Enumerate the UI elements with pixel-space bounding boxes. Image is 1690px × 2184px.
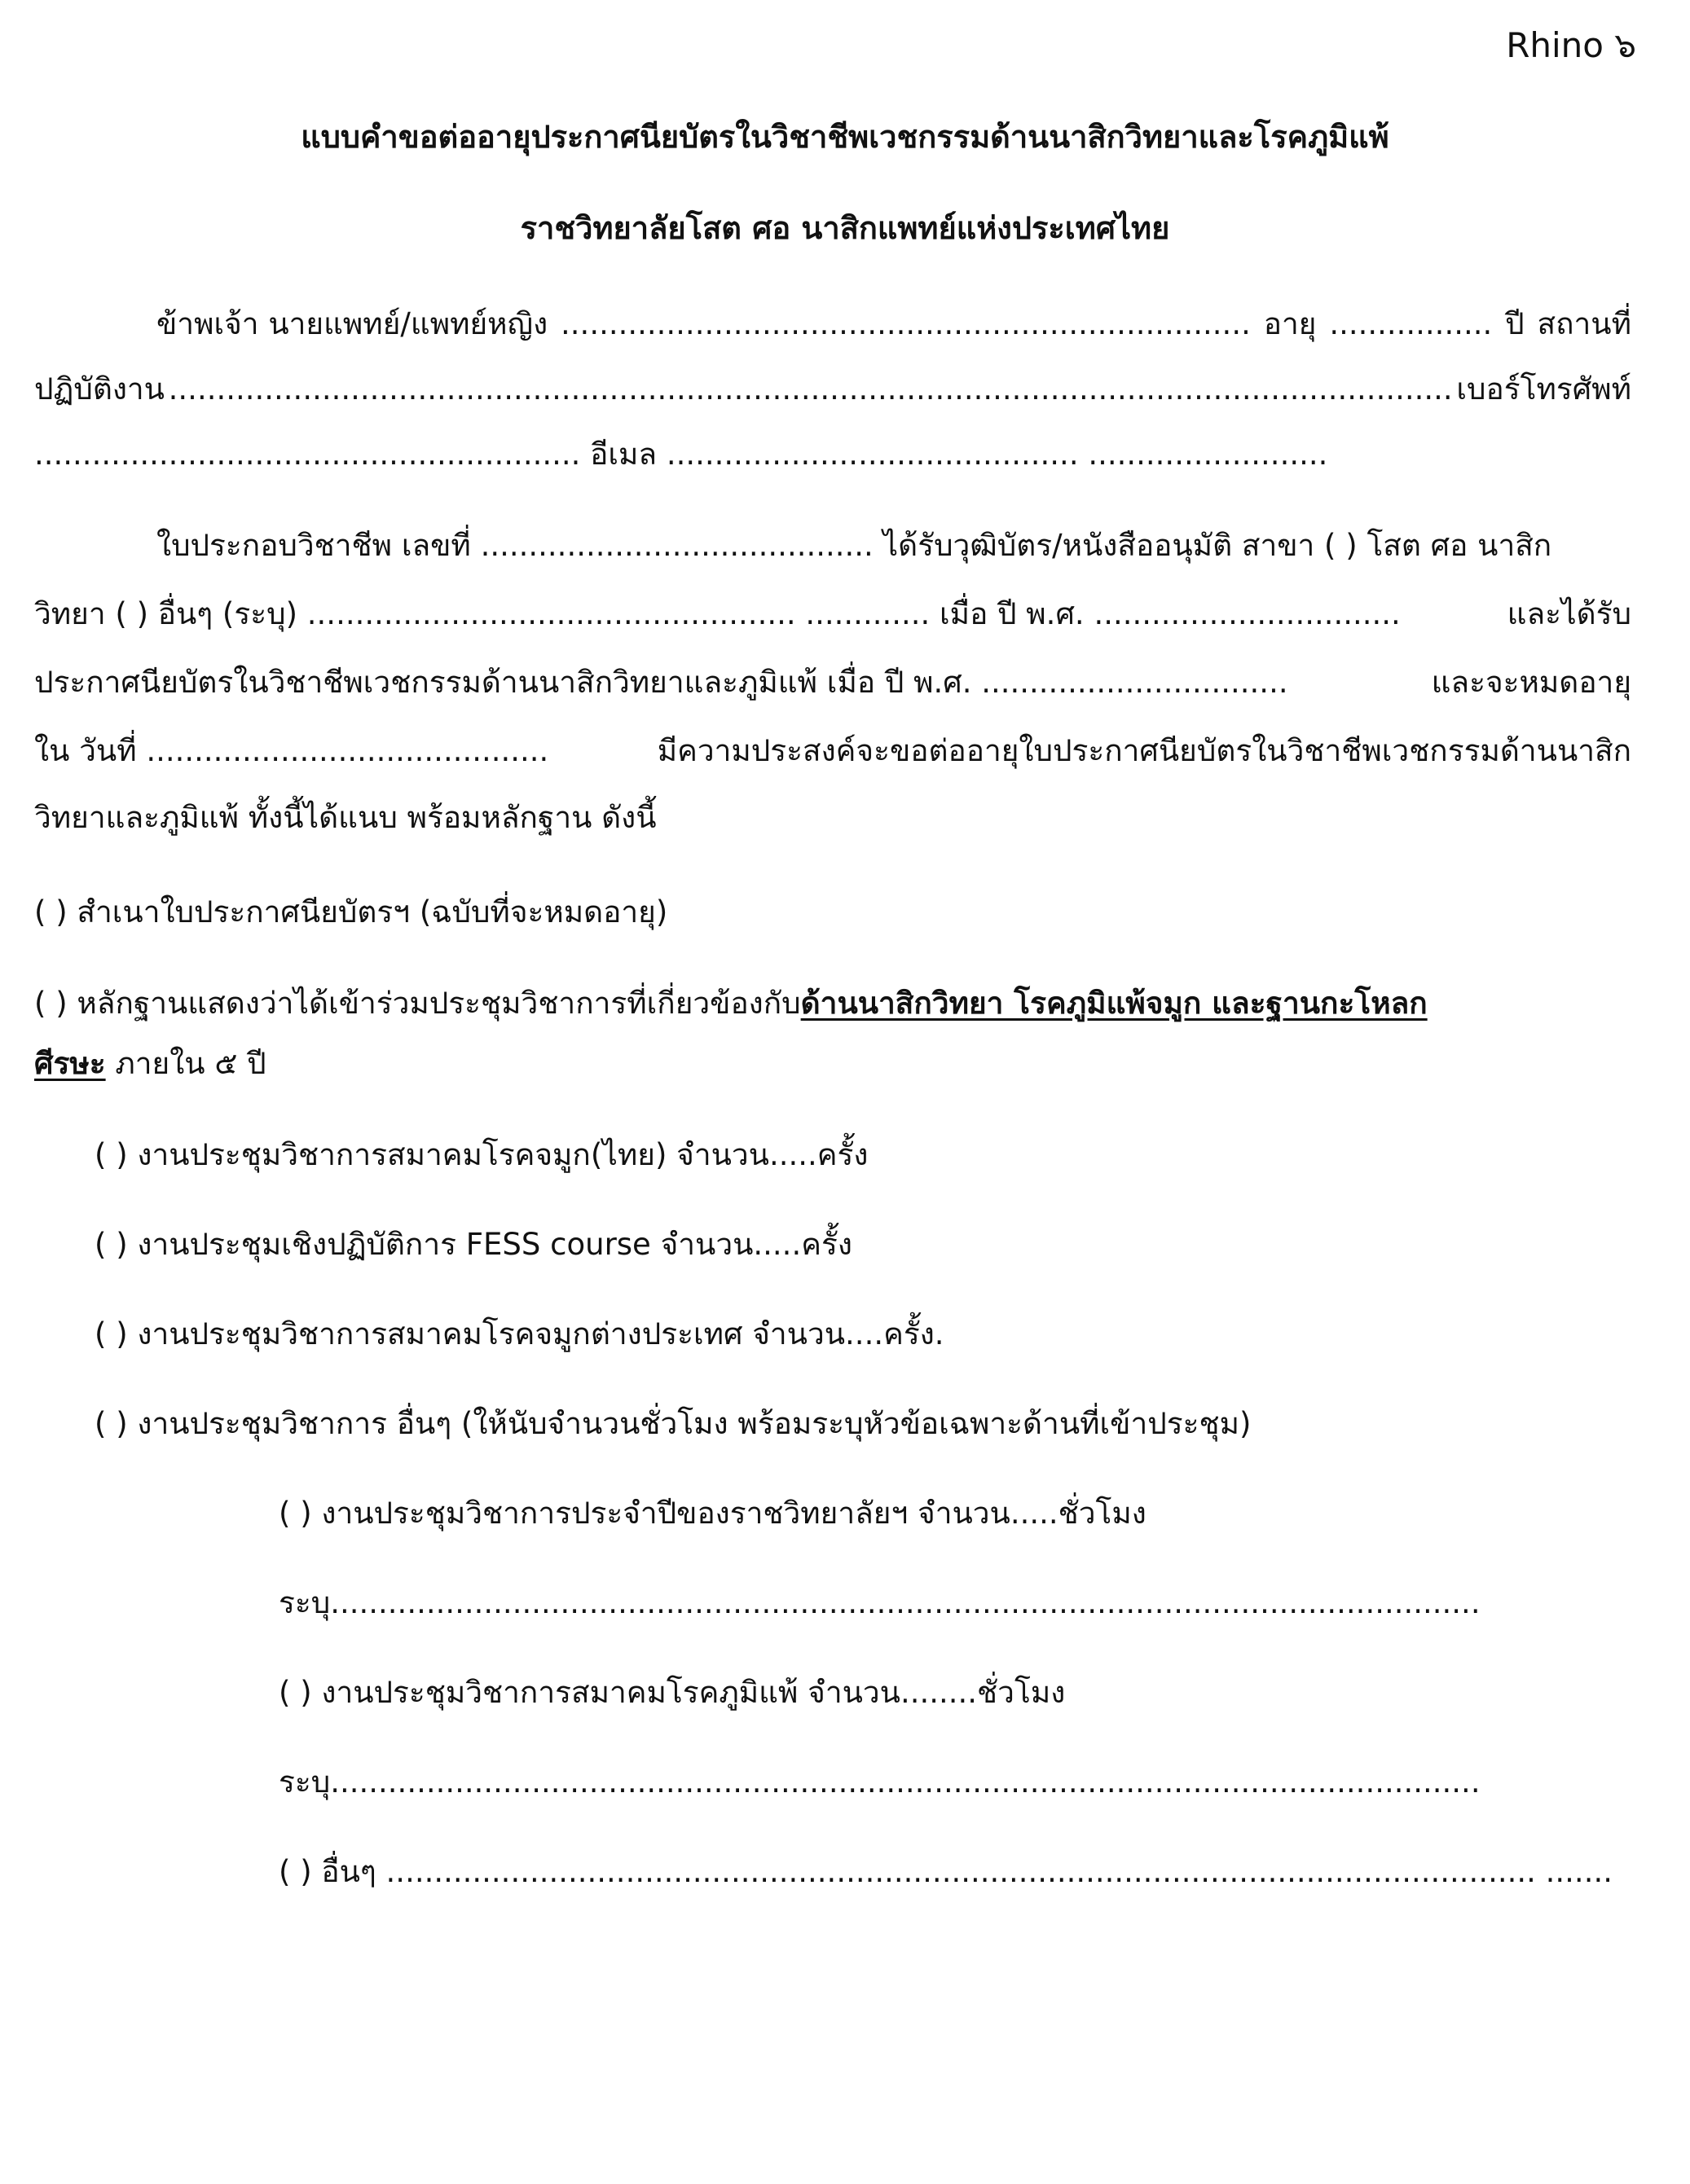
sub-item-thai-rhinology-meeting[interactable]: ( ) งานประชุมวิชาการสมาคมโรคจมูก(ไทย) จำนวน.....ครั้ง <box>95 1137 869 1172</box>
certificate-year-text[interactable]: ประกาศนียบัตรในวิชาชีพเวชกรรมด้านนาสิกวิทยาและภูมิแพ้ เมื่อ ปี พ.ศ. ................................ <box>34 665 1288 700</box>
sub-item-fess-course[interactable]: ( ) งานประชุมเชิงปฏิบัติการ FESS course จำนวน.....ครั้ง <box>95 1227 852 1262</box>
license-line-5: วิทยาและภูมิแพ้ ทั้งนี้ได้แนบ พร้อมหลักฐาน ดังนี้ <box>34 800 657 835</box>
subsub-item-college-specify[interactable]: ระบุ........................................................................................................................ <box>279 1585 1481 1620</box>
checklist-item-evidence[interactable] <box>34 982 1428 1025</box>
subsub-item-other[interactable]: ( ) อื่นๆ ........................................................................................................................ ....... <box>279 1854 1613 1889</box>
expiry-label: และจะหมดอายุ <box>1431 665 1631 700</box>
form-title: แบบคำขอต่ออายุประกาศนียบัตรในวิชาชีพเวชกรรมด้านนาสิกวิทยาและโรคภูมิแพ้ <box>301 119 1389 155</box>
license-line-4 <box>34 730 1631 772</box>
sub-item-other-meetings[interactable]: ( ) งานประชุมวิชาการ อื่นๆ (ให้นับจำนวนชั่วโมง พร้อมระบุหัวข้อเฉพาะด้านที่เข้าประชุม) <box>95 1406 1252 1441</box>
evidence-emphasis: ด้านนาสิกวิทยา โรคภูมิแพ้จมูก และฐานกะโหลก <box>800 986 1428 1021</box>
license-line-1[interactable]: ใบประกอบวิชาชีพ เลขที่ ......................................... ได้รับวุฒิบัตร/หนังสืออนุมัติ สาขา ( ) โสต ศอ นาสิก <box>156 528 1552 563</box>
evidence-suffix: ภายใน ๕ ปี <box>105 1046 266 1081</box>
form-code-label: Rhino ๖ <box>1506 25 1636 65</box>
applicant-line-3[interactable]: ......................................................... อีเมล ........................................... ......................... <box>34 437 1328 472</box>
license-line-2 <box>34 593 1631 635</box>
evidence-emphasis-cont: ศีรษะ <box>34 1046 106 1081</box>
evidence-prefix: ( ) หลักฐานแสดงว่าได้เข้าร่วมประชุมวิชาการที่เกี่ยวข้องกับ <box>34 986 801 1021</box>
sub-item-foreign-rhinology-meeting[interactable]: ( ) งานประชุมวิชาการสมาคมโรคจมูกต่างประเทศ จำนวน....ครั้ง. <box>95 1316 944 1351</box>
applicant-line-2 <box>34 368 1631 411</box>
license-line-3 <box>34 661 1631 704</box>
checklist-item-evidence-cont <box>34 1043 266 1085</box>
year-unit-label: ปี <box>1505 306 1525 341</box>
phone-label: เบอร์โทรศัพท์ <box>1456 371 1631 406</box>
subsub-item-allergy-specify[interactable]: ระบุ........................................................................................................................ <box>279 1764 1481 1799</box>
subsub-item-allergy-meeting[interactable]: ( ) งานประชุมวิชาการสมาคมโรคภูมิแพ้ จำนวน........ชั่วโมง <box>279 1675 1066 1710</box>
age-label: อายุ <box>1263 306 1317 341</box>
workplace-label-cont: ปฏิบัติงาน <box>34 371 165 406</box>
applicant-name-label: ข้าพเจ้า นายแพทย์/แพทย์หญิง <box>156 306 548 341</box>
workplace-blank[interactable]: ...................................................................................................................................... <box>168 371 1453 406</box>
age-blank[interactable]: ................. <box>1329 306 1493 341</box>
other-specialty-text[interactable]: วิทยา ( ) อื่นๆ (ระบุ) ................................................... ............. เมื่อ ปี พ.ศ. ................................ <box>34 596 1401 631</box>
expiry-date-text[interactable]: ใน วันที่ .......................................... <box>34 733 549 768</box>
form-subtitle: ราชวิทยาลัยโสต ศอ นาสิกแพทย์แห่งประเทศไทย <box>520 210 1170 246</box>
and-received-label: และได้รับ <box>1507 596 1631 631</box>
subsub-item-college-annual-meeting[interactable]: ( ) งานประชุมวิชาการประจำปีของราชวิทยาลัยฯ จำนวน.....ชั่วโมง <box>279 1496 1146 1531</box>
checklist-item-certificate-copy[interactable]: ( ) สำเนาใบประกาศนียบัตรฯ (ฉบับที่จะหมดอายุ) <box>34 894 668 929</box>
applicant-name-blank[interactable]: ........................................................................ <box>561 306 1251 341</box>
renewal-intent-text: มีความประสงค์จะขอต่ออายุใบประกาศนียบัตรในวิชาชีพเวชกรรมด้านนาสิก <box>657 733 1631 768</box>
workplace-label: สถานที่ <box>1537 306 1631 341</box>
applicant-line-1 <box>156 303 1631 345</box>
